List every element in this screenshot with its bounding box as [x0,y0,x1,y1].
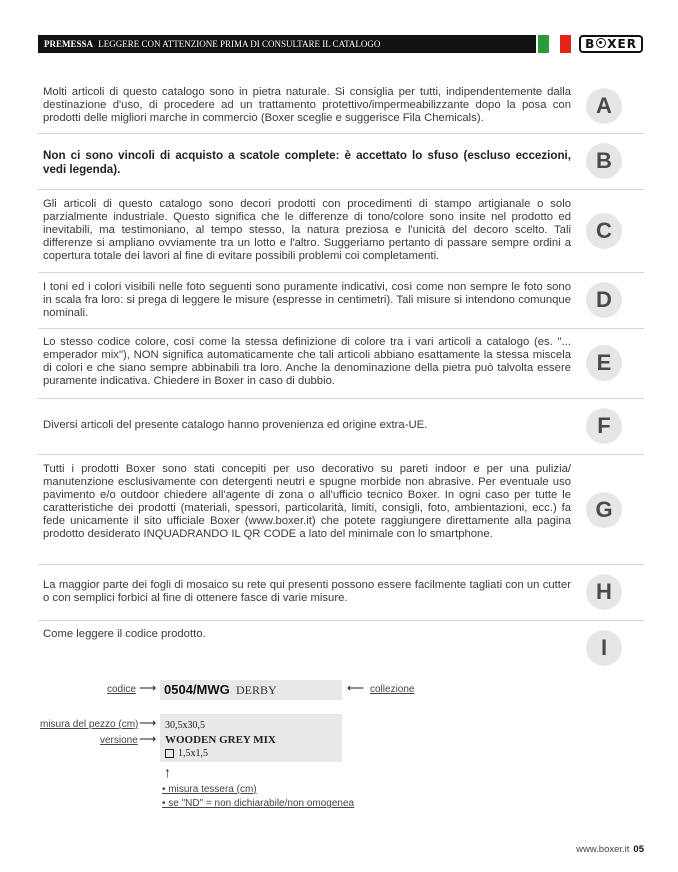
section-letter-badge: I [586,630,622,666]
section-text: La maggior parte dei fogli di mosaico su rete qui presenti possono essere facilmente tagliati con un cutter o con semplici forbici al fine di ottenere fasce di varie misure. [43,579,571,604]
header-title-bold: PREMESSA [44,39,94,49]
section-e [38,328,644,399]
codice-label: codice [107,684,136,695]
section-a [38,77,644,134]
section-c [38,189,644,273]
section-letter-badge: B [586,143,622,179]
section-text: Diversi articoli del presente catalogo hanno provenienza ed origine extra-UE. [43,419,428,431]
note-nd: • se "ND" = non dichiarabile/non omogenea [162,798,355,809]
section-text: Gli articoli di questo catalogo sono decori prodotti con procedimenti di stampo artigianale o solo parzialmente industriale. Questo significa che le differenze di tono/colore sono insite nel prodotto ed inevitabili, ma testimoniano, al tempo stesso, la natura preziosa e l'unicità del decoro scelto. Tali differenze si ampliano ovviamente tra un lotto e l'altro. Suggeriamo pertanto di passare sempre ordini a copertura totale dei lavori al fine di evitare possibili problemi coi completamenti. [43,198,571,262]
boxer-logo [579,35,643,53]
product-code: 0504/MWG [164,682,230,697]
tessera-size-row [165,748,208,759]
arrow-left-icon: ⟵ [347,681,365,695]
flag-white-stripe [549,35,560,53]
section-text: Come leggere il codice prodotto. [43,628,206,640]
section-letter-badge: E [586,345,622,381]
section-f [38,398,644,455]
section-text: Molti articoli di questo catalogo sono in pietra naturale. Si consiglia per tutti, indipendentemente dalla destinazione d'uso, di procedere ad un trattamento protettivo/impermeabilizzante dopo la posa con prodotti delle migliori marche in commercio (Boxer sceglie e suggerisce Fila Chemicals). [43,86,571,124]
version-name: WOODEN GREY MIX [165,734,276,746]
note-tessera: • misura tessera (cm) [162,784,257,795]
arrow-right-icon: ⟶ [139,681,157,695]
section-text: Non ci sono vincoli di acquisto a scatole complete: è accettato lo sfuso (escluso eccezioni, vedi legenda). [43,149,571,176]
section-letter-badge: H [586,574,622,610]
section-text: I toni ed i colori visibili nelle foto seguenti sono puramente indicativi, così come non sempre le foto sono in scala fra loro: si prega di leggere le misure (espresse in centimetri). Tali misure si intendono comunque nominali. [43,281,571,319]
section-h [38,564,644,621]
logo-text: B XER [585,37,637,51]
arrow-up-icon: ↑ [164,764,171,780]
section-letter-badge: A [586,88,622,124]
collezione-label: collezione [370,684,415,695]
flag-green-stripe [538,35,549,53]
footer-site[interactable]: www.boxer.it [576,844,630,855]
tessera-size: 1,5x1,5 [178,748,208,759]
misura-label: misura del pezzo (cm) [40,719,139,730]
section-letter-badge: C [586,213,622,249]
page-number: 05 [633,844,644,855]
product-collection-name: DERBY [236,683,277,697]
section-text: Tutti i prodotti Boxer sono stati concepiti per uso decorativo su pareti indoor e per una pulizia/ manutenzione esclusivamente con detergenti neutri e spugne morbide non abrasive. Per eventuale uso pavimento e/o outdoor chiedere all'agente di zona o all'ufficio tecnico Boxer. In ogni caso per tutte le caratteristiche dei prodotti (materiali, spessori, particolarità, limiti, consigli, foto, ambientazioni, ecc.) fa fede unicamente il sito ufficiale Boxer (www.boxer.it) che potete raggiungere direttamente alla pagina prodotto desiderato INQUADRANDO IL QR CODE a lato del minimale con lo smartphone. [43,463,571,540]
italian-flag-icon [538,35,571,53]
section-letter-badge: G [586,492,622,528]
arrow-right-icon: ⟶ [139,732,157,746]
logo-o-icon [596,38,606,48]
section-i [38,620,644,670]
piece-size: 30,5x30,5 [165,720,205,731]
section-letter-badge: F [586,408,622,444]
section-g [38,454,644,565]
versione-label: versione [100,735,138,746]
section-d [38,272,644,329]
header-title: LEGGERE CON ATTENZIONE PRIMA DI CONSULTARE IL CATALOGO [98,39,381,49]
section-b [38,133,644,190]
section-letter-badge: D [586,282,622,318]
section-text: Lo stesso codice colore, così come la stessa definizione di colore tra i vari articoli a catalogo (es. "... emperador mix"), NON significa automaticamente che tali articoli abbiano esattamente la stessa miscela di colori e che siano sempre abbinabili tra loro. Anche la denominazione della pietra può talvolta essere puramente indicativa. Chiedere in Boxer in caso di dubbio. [43,336,571,387]
footer [576,844,644,855]
header-banner [38,35,536,53]
square-icon [165,749,174,758]
flag-red-stripe [560,35,571,53]
arrow-right-icon: ⟶ [139,716,157,730]
